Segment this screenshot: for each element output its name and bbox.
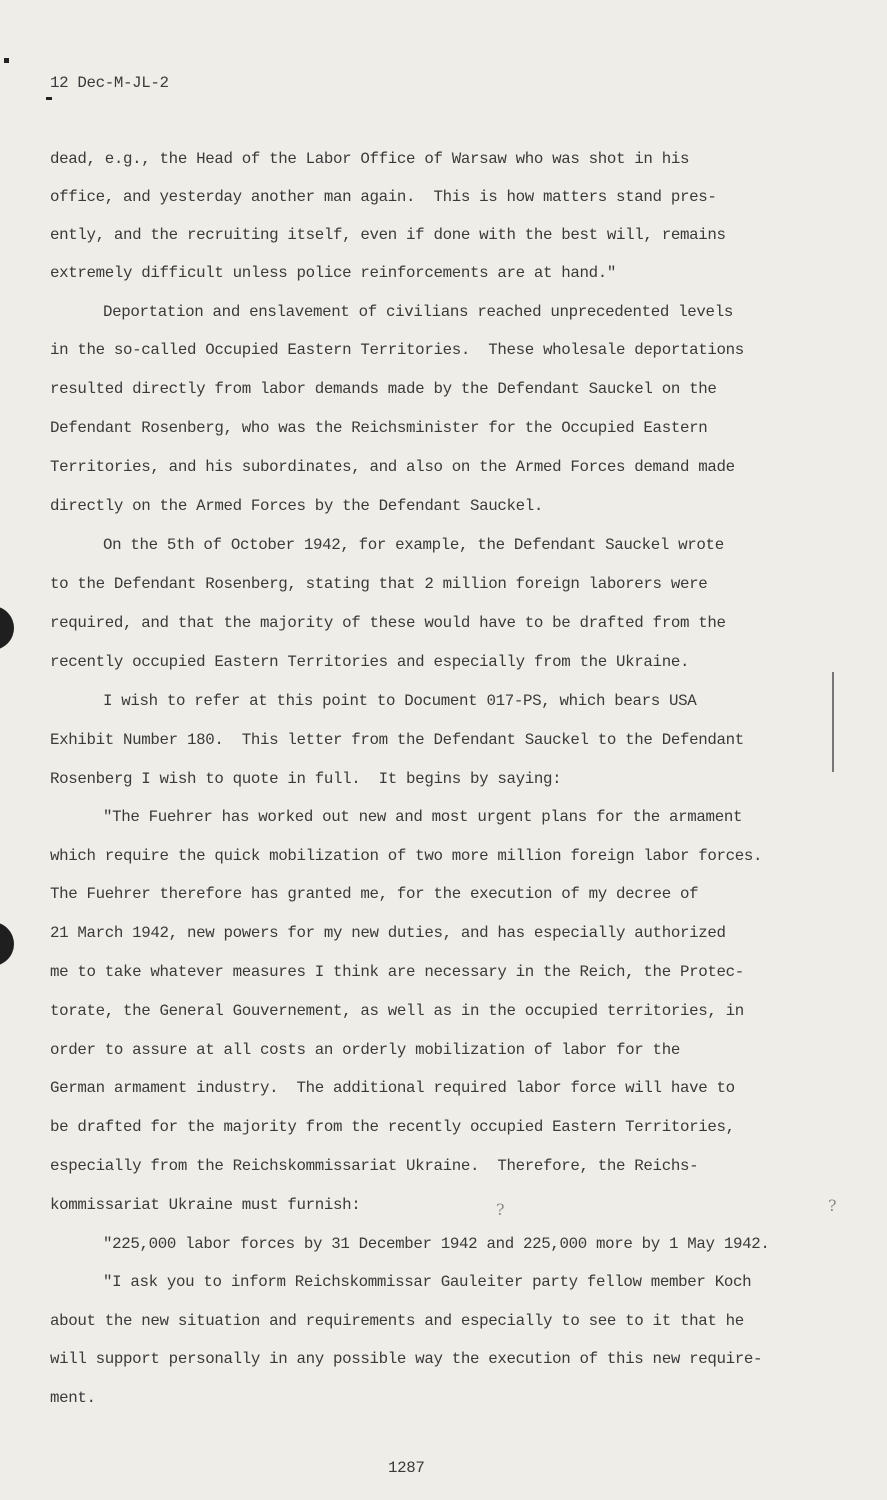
text-line: Territories, and his subordinates, and also on the Armed Forces demand made	[50, 458, 735, 476]
text-line: order to assure at all costs an orderly mobilization of labor for the	[50, 1041, 680, 1059]
pencil-mark: ?	[828, 1196, 837, 1215]
punch-hole	[0, 922, 14, 966]
text-line: will support personally in any possible way the execution of this new require-	[50, 1350, 763, 1368]
text-line: which require the quick mobilization of two more million foreign labor forces.	[50, 847, 763, 865]
text-line: "I ask you to inform Reichskommissar Gauleiter party fellow member Koch	[103, 1273, 752, 1291]
text-line: German armament industry. The additional required labor force will have to	[50, 1079, 735, 1097]
text-line: "The Fuehrer has worked out new and most urgent plans for the armament	[103, 808, 743, 826]
text-line: be drafted for the majority from the recently occupied Eastern Territories,	[50, 1118, 735, 1136]
page-mark	[46, 97, 52, 100]
text-line: Exhibit Number 180. This letter from the Defendant Sauckel to the Defendant	[50, 731, 744, 749]
text-line: directly on the Armed Forces by the Defendant Sauckel.	[50, 497, 544, 515]
text-line: required, and that the majority of these would have to be drafted from the	[50, 614, 726, 632]
text-line: ment.	[50, 1389, 96, 1407]
text-line: torate, the General Gouvernement, as well as in the occupied territories, in	[50, 1002, 744, 1020]
text-line: resulted directly from labor demands made by the Defendant Sauckel on the	[50, 380, 717, 398]
text-line: me to take whatever measures I think are necessary in the Reich, the Protec-	[50, 963, 744, 981]
text-line: Deportation and enslavement of civilians reached unprecedented levels	[103, 303, 733, 321]
text-line: Defendant Rosenberg, who was the Reichsminister for the Occupied Eastern	[50, 419, 708, 437]
text-line: kommissariat Ukraine must furnish:	[50, 1196, 361, 1214]
page-mark	[4, 58, 9, 63]
text-line: dead, e.g., the Head of the Labor Office of Warsaw who was shot in his	[50, 150, 690, 168]
text-line: especially from the Reichskommissariat Ukraine. Therefore, the Reichs-	[50, 1157, 699, 1175]
text-line: The Fuehrer therefore has granted me, for the execution of my decree of	[50, 885, 699, 903]
text-line: extremely difficult unless police reinforcements are at hand."	[50, 264, 617, 282]
text-line: office, and yesterday another man again. This is how matters stand pres-	[50, 188, 717, 206]
punch-hole	[0, 606, 14, 650]
text-line: in the so-called Occupied Eastern Territories. These wholesale deportations	[50, 341, 744, 359]
page-header: 12 Dec-M-JL-2	[50, 74, 169, 92]
text-line: 21 March 1942, new powers for my new duties, and has especially authorized	[50, 924, 726, 942]
text-line: about the new situation and requirements and especially to see to it that he	[50, 1312, 744, 1330]
text-line: Rosenberg I wish to quote in full. It begins by saying:	[50, 770, 562, 788]
text-line: ently, and the recruiting itself, even if done with the best will, remains	[50, 226, 726, 244]
page-number: 1287	[388, 1459, 425, 1477]
text-line: recently occupied Eastern Territories and especially from the Ukraine.	[50, 653, 690, 671]
text-line: On the 5th of October 1942, for example, the Defendant Sauckel wrote	[103, 536, 724, 554]
text-line: I wish to refer at this point to Document 017-PS, which bears USA	[103, 692, 697, 710]
margin-line	[832, 672, 834, 772]
text-line: "225,000 labor forces by 31 December 1942 and 225,000 more by 1 May 1942.	[103, 1235, 770, 1253]
text-line: to the Defendant Rosenberg, stating that 2 million foreign laborers were	[50, 575, 708, 593]
pencil-mark: ?	[496, 1200, 505, 1219]
